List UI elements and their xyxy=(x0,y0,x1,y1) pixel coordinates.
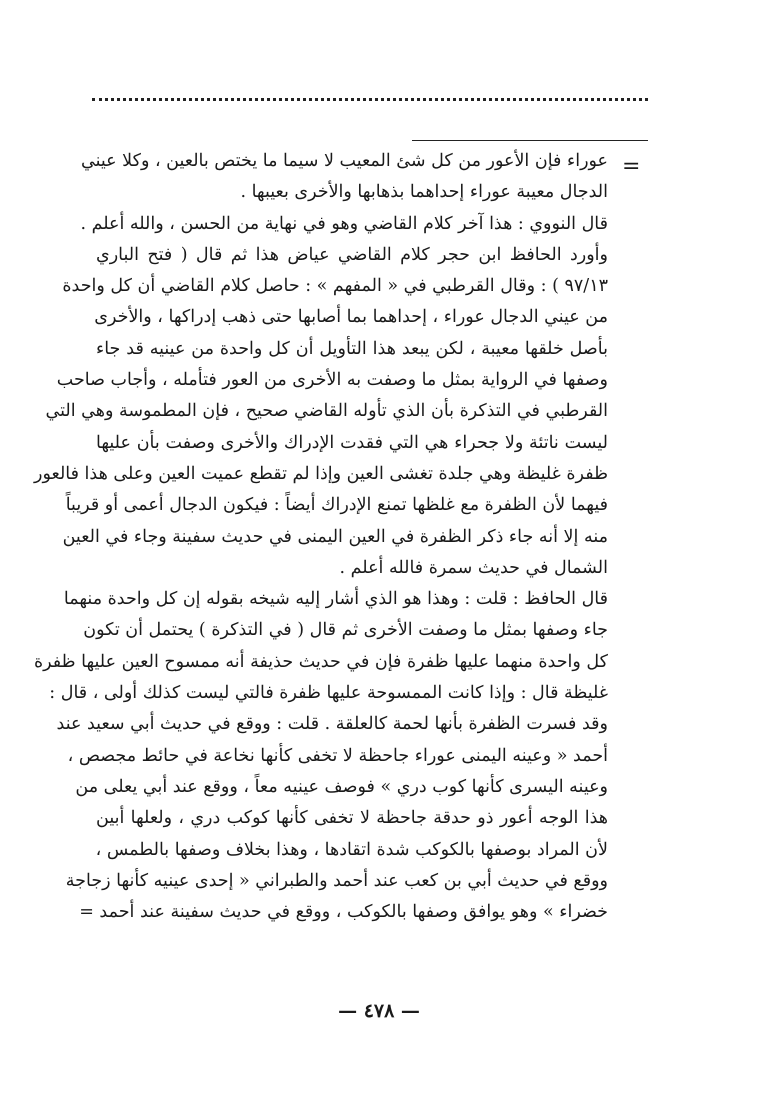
continuation-mark: = xyxy=(622,154,641,179)
text-line-18: غليظة قال : وإذا كانت الممسوحة عليها ظفرة فالتي ليست كذلك أولى ، قال : xyxy=(49,683,608,704)
text-line-9: القرطبي في التذكرة بأن الذي تأوله القاضي صحيح ، فإن المطموسة وهي التي xyxy=(45,401,608,422)
text-line-19: وقد فسرت الظفرة بأنها لحمة كالعلقة . قلت : ووقع في حديث أبي سعيد عند xyxy=(56,714,608,735)
text-line-24: ووقع في حديث أبي بن كعب عند أحمد والطبراني « إحدى عينيه كأنها زجاجة xyxy=(65,870,608,891)
text-line-14: الشمال في حديث سمرة فالله أعلم . xyxy=(339,557,608,578)
text-line-25: خضراء » وهو يوافق وصفها بالكوكب ، ووقع في حديث سفينة عند أحمد = xyxy=(79,902,608,923)
text-line-7: بأصل خلقها معيبة ، لكن يبعد هذا التأويل أن كل واحدة من عينيه قد جاء xyxy=(96,338,608,359)
text-line-3: قال النووي : هذا آخر كلام القاضي وهو في نهاية من الحسن ، والله أعلم . xyxy=(80,213,608,234)
text-line-6: من عيني الدجال عوراء ، إحداهما بما أصابها حتى ذهب إدراكها ، والأخرى xyxy=(94,307,608,328)
text-line-13: منه إلا أنه جاء ذكر الظفرة في العين اليمنى في حديث سفينة وجاء في العين xyxy=(62,526,608,547)
text-line-1: عوراء فإن الأعور من كل شئ المعيب لا سيما ما يختص بالعين ، وكلا عيني xyxy=(81,151,608,171)
text-line-16: جاء وصفها بمثل ما وصفت الأخرى ثم قال ( في التذكرة ) يحتمل أن تكون xyxy=(83,620,608,641)
text-line-17: كل واحدة منهما عليها ظفرة فإن في حديث حذيفة أنه ممسوح العين عليها ظفرة xyxy=(33,651,608,672)
text-line-10: ليست ناتئة ولا جحراء هي التي فقدت الإدراك والأخرى وصفت بأن عليها xyxy=(96,432,608,453)
header-dotted-rule xyxy=(92,98,648,101)
text-line-23: لأن المراد بوصفها بالكوكب شدة اتقادها ، وهذا بخلاف وصفها بالطمس ، xyxy=(95,839,608,860)
footnote-text xyxy=(33,146,608,928)
page-number: — ٤٧٨ — xyxy=(338,1000,420,1022)
text-line-12: فيهما لأن الظفرة مع غلظها تمنع الإدراك أيضاً : فيكون الدجال أعمى أو قريباً xyxy=(65,495,608,516)
footnote-separator-rule xyxy=(412,140,648,141)
text-line-8: وصفها في الرواية بمثل ما وصفت به الأخرى من العور فتأمله ، وأجاب صاحب xyxy=(56,370,608,391)
text-line-4: وأورد الحافظ ابن حجر كلام القاضي عياض هذا ثم قال ( فتح الباري xyxy=(96,244,608,265)
text-line-15: قال الحافظ : قلت : وهذا هو الذي أشار إليه شيخه بقوله إن كل واحدة منهما xyxy=(63,589,608,610)
text-line-21: وعينه اليسرى كأنها كوب دري » فوصف عينيه معاً ، ووقع عند أبي يعلى من xyxy=(75,776,608,797)
text-line-11: ظفرة غليظة وهي جلدة تغشى العين وإذا لم تقطع عميت العين وعلى هذا فالعور xyxy=(34,463,608,484)
text-line-2: الدجال معيبة عوراء إحداهما بذهابها والأخرى بعيبها . xyxy=(240,182,608,203)
text-line-22: هذا الوجه أعور ذو حدقة جاحظة لا تخفى كأنها كوكب دري ، ولعلها أبين xyxy=(96,808,608,829)
text-line-20: أحمد « وعينه اليمنى عوراء جاحظة لا تخفى كأنها نخاعة في حائط مجصص ، xyxy=(67,745,608,766)
text-line-5: ٩٧/١٣ ) : وقال القرطبي في « المفهم » : حاصل كلام القاضي أن كل واحدة xyxy=(62,276,608,297)
